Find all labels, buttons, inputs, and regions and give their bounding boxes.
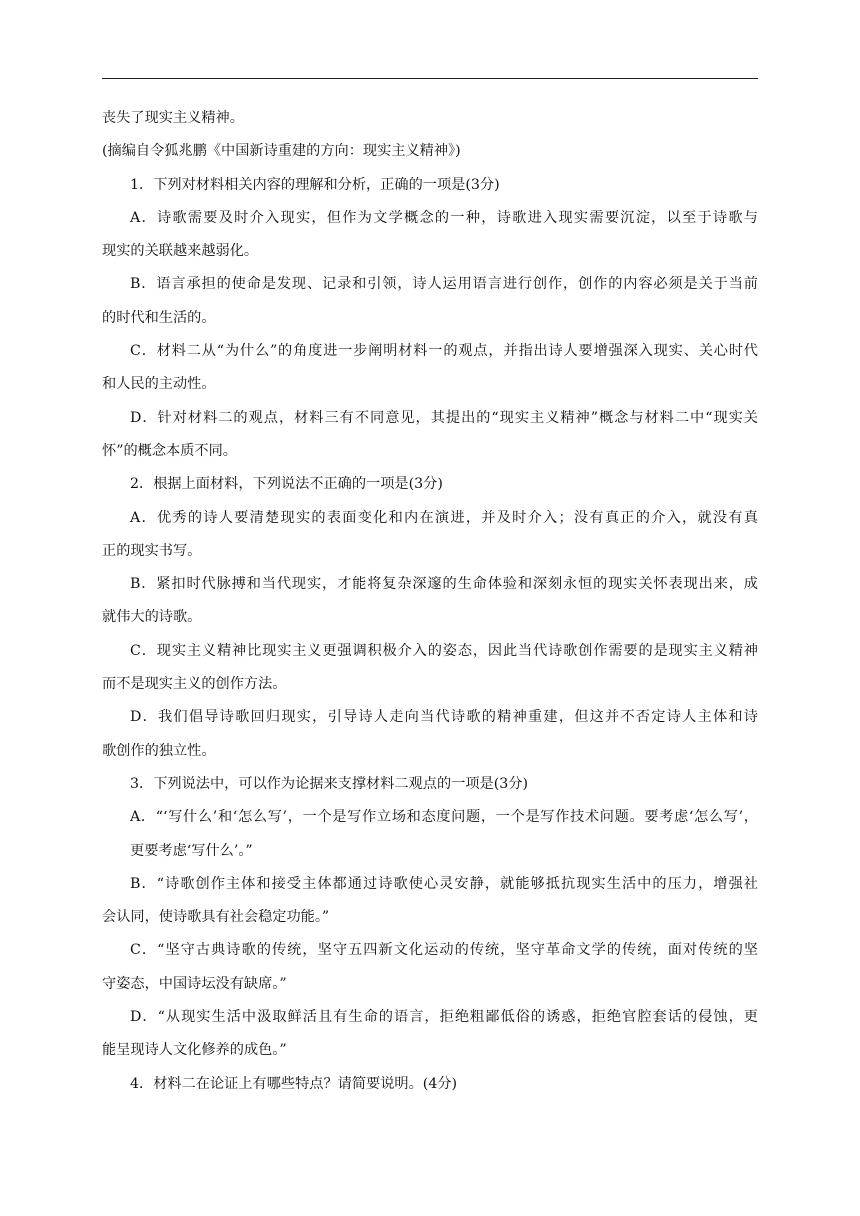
- q2-option-a: A．优秀的诗人要清楚现实的表面变化和内在演进，并及时介入；没有真正的介入，就没有真: [130, 509, 758, 526]
- q1-option-d-cont: 怀”的概念本质不同。: [102, 442, 237, 459]
- q2-option-c-cont: 而不是现实主义的创作方法。: [102, 676, 287, 693]
- q2-option-a-cont: 正的现实书写。: [102, 542, 202, 559]
- question-3-stem: 3．下列说法中，可以作为论据来支撑材料二观点的一项是(3分): [130, 775, 529, 792]
- source-citation: (摘编自令狐兆鹏《中国新诗重建的方向：现实主义精神》): [102, 143, 461, 160]
- q3-option-a: A．“‘写什么’和‘怎么写’，一个是写作立场和态度问题，一个是写作技术问题。要考虑‘怎么写’，: [130, 809, 758, 826]
- q1-option-a: A．诗歌需要及时介入现实，但作为文学概念的一种，诗歌进入现实需要沉淀，以至于诗歌与: [130, 209, 758, 226]
- q3-option-d: D．“从现实生活中汲取鲜活且有生命的语言，拒绝粗鄙低俗的诱惑，拒绝官腔套话的侵蚀，更: [130, 1009, 758, 1026]
- question-2-stem: 2．根据上面材料，下列说法不正确的一项是(3分): [130, 476, 443, 493]
- q1-option-a-cont: 现实的关联越来越弱化。: [102, 243, 259, 260]
- q1-option-c-cont: 和人民的主动性。: [102, 376, 216, 393]
- q1-option-b: B．语言承担的使命是发现、记录和引领，诗人运用语言进行创作，创作的内容必须是关于当前: [130, 276, 758, 293]
- question-4-stem: 4．材料二在论证上有哪些特点？请简要说明。(4分): [130, 1075, 458, 1092]
- q3-option-b-cont: 会认同，使诗歌具有社会稳定功能。”: [102, 909, 330, 926]
- q2-option-b: B．紧扣时代脉搏和当代现实，才能将复杂深邃的生命体验和深刻永恒的现实关怀表现出来，成: [130, 576, 758, 593]
- question-1-stem: 1．下列对材料相关内容的理解和分析，正确的一项是(3分): [130, 176, 500, 193]
- q2-option-c: C．现实主义精神比现实主义更强调积极介入的姿态，因此当代诗歌创作需要的是现实主义精神: [130, 642, 758, 659]
- q1-option-b-cont: 的时代和生活的。: [102, 309, 216, 326]
- header-rule: [102, 78, 758, 79]
- q2-option-d: D．我们倡导诗歌回归现实，引导诗人走向当代诗歌的精神重建，但这并不否定诗人主体和诗: [130, 709, 758, 726]
- q2-option-d-cont: 歌创作的独立性。: [102, 742, 216, 759]
- q3-option-b: B．“诗歌创作主体和接受主体都通过诗歌使心灵安静，就能够抵抗现实生活中的压力，增强社: [130, 875, 758, 892]
- q1-option-d: D．针对材料二的观点，材料三有不同意见，其提出的“现实主义精神”概念与材料二中“现实关: [130, 409, 758, 426]
- text-line: 丧失了现实主义精神。: [102, 110, 244, 126]
- q2-option-b-cont: 就伟大的诗歌。: [102, 609, 202, 626]
- document-body: [102, 102, 758, 1101]
- q3-option-c-cont: 守姿态，中国诗坛没有缺席。”: [102, 975, 287, 992]
- q3-option-c: C．“坚守古典诗歌的传统，坚守五四新文化运动的传统，坚守革命文学的传统，面对传统的坚: [130, 942, 758, 959]
- q3-option-a-cont: 更要考虑‘写什么’。”: [130, 842, 253, 859]
- q3-option-d-cont: 能呈现诗人文化修养的成色。”: [102, 1042, 287, 1059]
- q1-option-c: C．材料二从“为什么”的角度进一步阐明材料一的观点，并指出诗人要增强深入现实、关心时代: [130, 343, 758, 360]
